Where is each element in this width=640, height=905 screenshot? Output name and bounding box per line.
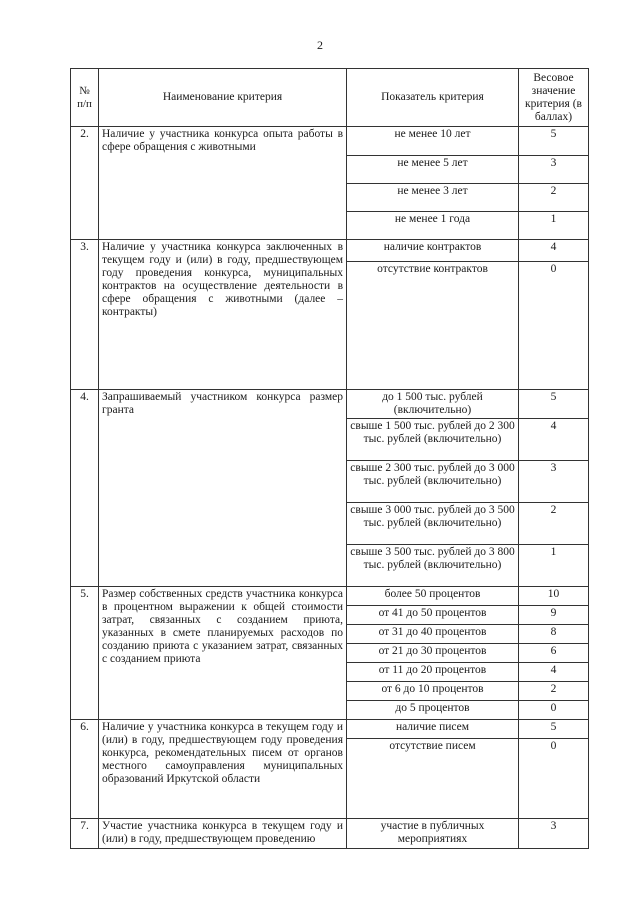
indicator-cell: не менее 5 лет <box>347 156 519 184</box>
criterion-name: Наличие у участника конкурса в текущем году и (или) в году, предшествующем году проведения конкурса, рекомендательных писем от органов местного самоуправления муниципальных образований Иркутской области <box>99 720 347 819</box>
weight-cell: 6 <box>519 644 589 663</box>
criterion-name: Наличие у участника конкурса опыта работы в сфере обращения с животными <box>99 127 347 240</box>
indicator-cell: от 41 до 50 процентов <box>347 606 519 625</box>
page-number: 2 <box>317 38 323 52</box>
indicator-cell: до 5 процентов <box>347 701 519 720</box>
weight-cell: 2 <box>519 184 589 212</box>
table-row <box>71 819 589 849</box>
criterion-num: 2. <box>71 127 99 240</box>
indicator-cell: участие в публичных мероприятиях <box>347 819 519 849</box>
weight-cell: 8 <box>519 625 589 644</box>
criterion-num: 3. <box>71 240 99 390</box>
indicator-cell: от 21 до 30 процентов <box>347 644 519 663</box>
indicator-cell: свыше 1 500 тыс. рублей до 2 300 тыс. рублей (включительно) <box>347 419 519 461</box>
weight-cell: 3 <box>519 819 589 849</box>
table-row <box>71 390 589 419</box>
weight-cell: 4 <box>519 240 589 262</box>
indicator-cell: наличие писем <box>347 720 519 739</box>
indicator-cell: не менее 10 лет <box>347 127 519 156</box>
weight-cell: 1 <box>519 212 589 240</box>
criteria-table <box>70 68 589 849</box>
table-row <box>71 587 589 606</box>
weight-cell: 5 <box>519 390 589 419</box>
criterion-name: Наличие у участника конкурса заключенных в текущем году и (или) в году, предшествующем году проведения конкурса, муниципальных контрактов на осуществление деятельности в сфере обращения с животными (далее – контракты) <box>99 240 347 390</box>
table-row <box>71 240 589 262</box>
criterion-name: Запрашиваемый участником конкурса размер гранта <box>99 390 347 587</box>
indicator-cell: наличие контрактов <box>347 240 519 262</box>
criterion-num: 6. <box>71 720 99 819</box>
weight-cell: 2 <box>519 682 589 701</box>
criterion-num: 5. <box>71 587 99 720</box>
indicator-cell: свыше 3 500 тыс. рублей до 3 800 тыс. рублей (включительно) <box>347 545 519 587</box>
indicator-cell: свыше 2 300 тыс. рублей до 3 000 тыс. рублей (включительно) <box>347 461 519 503</box>
weight-cell: 9 <box>519 606 589 625</box>
weight-cell: 0 <box>519 739 589 819</box>
weight-cell: 0 <box>519 701 589 720</box>
weight-cell: 5 <box>519 720 589 739</box>
weight-cell: 4 <box>519 663 589 682</box>
weight-cell: 3 <box>519 156 589 184</box>
criterion-num: 7. <box>71 819 99 849</box>
indicator-cell: до 1 500 тыс. рублей (включительно) <box>347 390 519 419</box>
header-row <box>71 69 589 127</box>
weight-cell: 10 <box>519 587 589 606</box>
header-name: Наименование критерия <box>99 69 347 127</box>
header-indicator: Показатель критерия <box>347 69 519 127</box>
indicator-cell: отсутствие писем <box>347 739 519 819</box>
header-weight: Весовое значение критерия (в баллах) <box>519 69 589 127</box>
indicator-cell: не менее 1 года <box>347 212 519 240</box>
indicator-cell: отсутствие контрактов <box>347 262 519 390</box>
header-num: № п/п <box>71 69 99 127</box>
indicator-cell: от 6 до 10 процентов <box>347 682 519 701</box>
indicator-cell: от 11 до 20 процентов <box>347 663 519 682</box>
weight-cell: 5 <box>519 127 589 156</box>
weight-cell: 2 <box>519 503 589 545</box>
table-row <box>71 127 589 156</box>
criterion-num: 4. <box>71 390 99 587</box>
indicator-cell: более 50 процентов <box>347 587 519 606</box>
criterion-name: Размер собственных средств участника конкурса в процентном выражении к общей стоимости затрат, связанных с созданием приюта, указанных в смете планируемых расходов по созданию приюта с указанием затрат, связанных с созданием приюта <box>99 587 347 720</box>
indicator-cell: от 31 до 40 процентов <box>347 625 519 644</box>
criterion-name: Участие участника конкурса в текущем году и (или) в году, предшествующем проведению <box>99 819 347 849</box>
table-row <box>71 720 589 739</box>
weight-cell: 1 <box>519 545 589 587</box>
indicator-cell: свыше 3 000 тыс. рублей до 3 500 тыс. рублей (включительно) <box>347 503 519 545</box>
weight-cell: 4 <box>519 419 589 461</box>
weight-cell: 3 <box>519 461 589 503</box>
weight-cell: 0 <box>519 262 589 390</box>
indicator-cell: не менее 3 лет <box>347 184 519 212</box>
